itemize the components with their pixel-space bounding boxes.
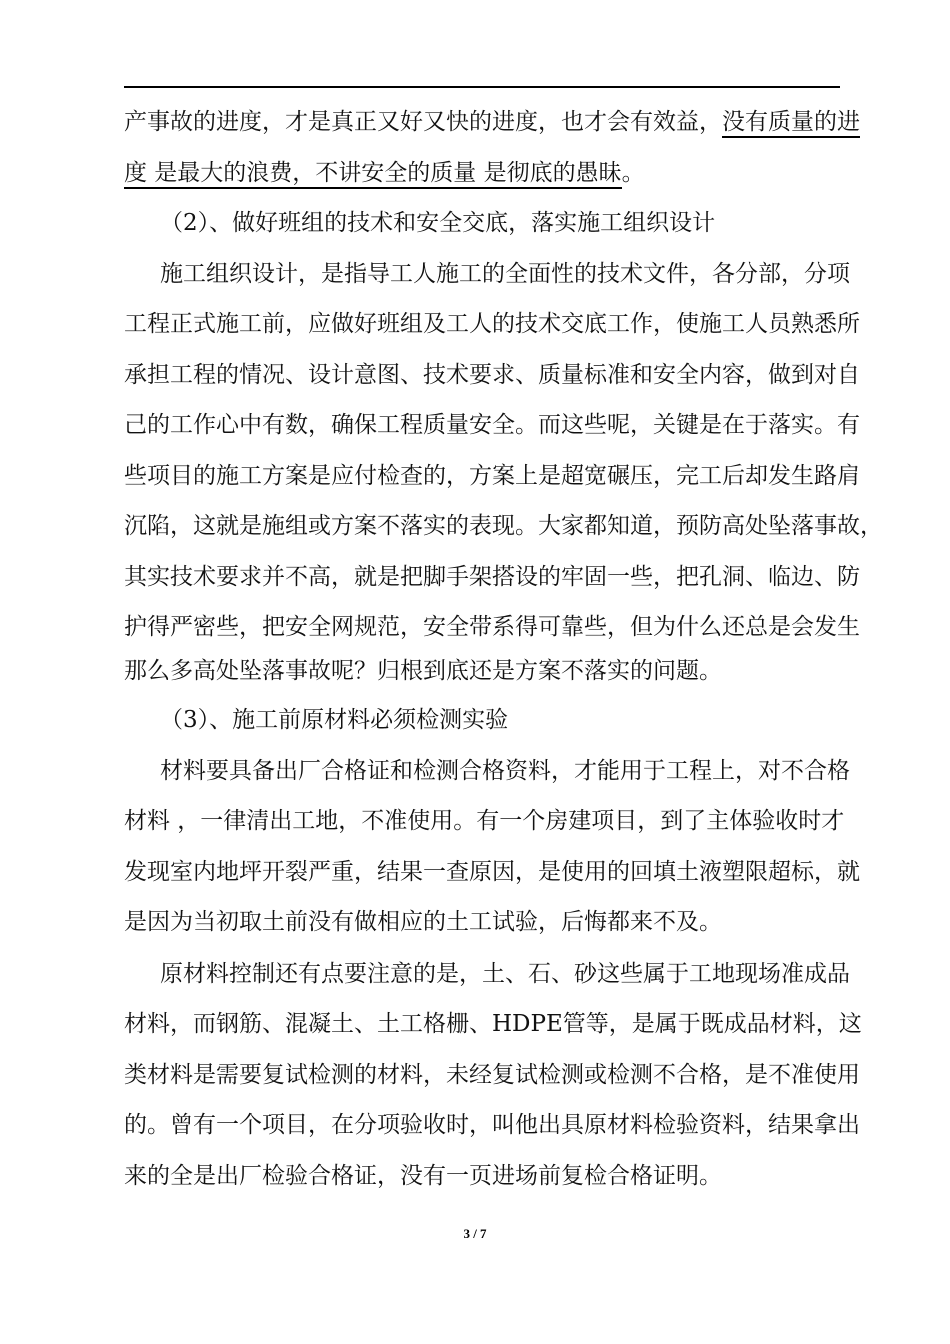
paragraph-line: 度 是最大的浪费，不讲安全的质量 是彻底的愚昧。	[124, 153, 840, 193]
section-heading: （3）、施工前原材料必须检测实验	[160, 707, 509, 733]
paragraph-line: 护得严密些，把安全网规范，安全带系得可靠些，但为什么还总是会发生	[124, 614, 860, 640]
paragraph-line: 承担工程的情况、设计意图、技术要求、质量标准和安全内容，做到对自	[124, 362, 860, 388]
paragraph-line: 工程正式施工前，应做好班组及工人的技术交底工作，使施工人员熟悉所	[124, 311, 860, 337]
paragraph-line: 来的全是出厂检验合格证，没有一页进场前复检合格证明。	[124, 1163, 722, 1189]
paragraph-line: 材料 ，一律清出工地，不准使用。有一个房建项目，到了主体验收时才	[124, 808, 845, 834]
page-number: 3 / 7	[463, 1226, 487, 1241]
paragraph-line: 那么多高处坠落事故呢？归根到底还是方案不落实的问题。	[124, 658, 722, 684]
paragraph-line: 材料要具备出厂合格证和检测合格资料，才能用于工程上，对不合格	[160, 758, 850, 784]
header-rule	[124, 86, 840, 88]
underlined-text: 没有质量的进	[722, 109, 860, 138]
paragraph-line: 的。曾有一个项目，在分项验收时，叫他出具原材料检验资料，结果拿出	[124, 1112, 860, 1138]
paragraph-line: 产事故的进度，才是真正又好又快的进度，也才会有效益，没有质量的进	[124, 102, 840, 142]
paragraph-line: 己的工作心中有数，确保工程质量安全。而这些呢，关键是在于落实。有	[124, 412, 860, 438]
paragraph-line: 类材料是需要复试检测的材料，未经复试检测或检测不合格，是不准使用	[124, 1062, 860, 1088]
paragraph-line: 材料，而钢筋、混凝土、土工格栅、HDPE管等，是属于既成品材料，这	[124, 1011, 862, 1037]
paragraph-line: 其实技术要求并不高，就是把脚手架搭设的牢固一些，把孔洞、临边、防	[124, 564, 860, 590]
paragraph-line: 原材料控制还有点要注意的是，土、石、砂这些属于工地现场准成品	[160, 961, 850, 987]
paragraph-line: 发现室内地坪开裂严重，结果一查原因，是使用的回填土液塑限超标，就	[124, 859, 860, 885]
paragraph-line: 是因为当初取土前没有做相应的土工试验，后悔都来不及。	[124, 909, 722, 935]
paragraph-line: 沉陷，这就是施组或方案不落实的表现。大家都知道，预防高处坠落事故，	[124, 513, 883, 539]
underlined-text: 度 是最大的浪费，不讲安全的质量 是彻底的愚昧	[124, 160, 622, 189]
paragraph-line: 施工组织设计，是指导工人施工的全面性的技术文件，各分部，分项	[160, 261, 850, 287]
paragraph-line: 些项目的施工方案是应付检查的，方案上是超宽碾压，完工后却发生路肩	[124, 463, 860, 489]
section-heading: （2）、做好班组的技术和安全交底，落实施工组织设计	[160, 210, 716, 236]
